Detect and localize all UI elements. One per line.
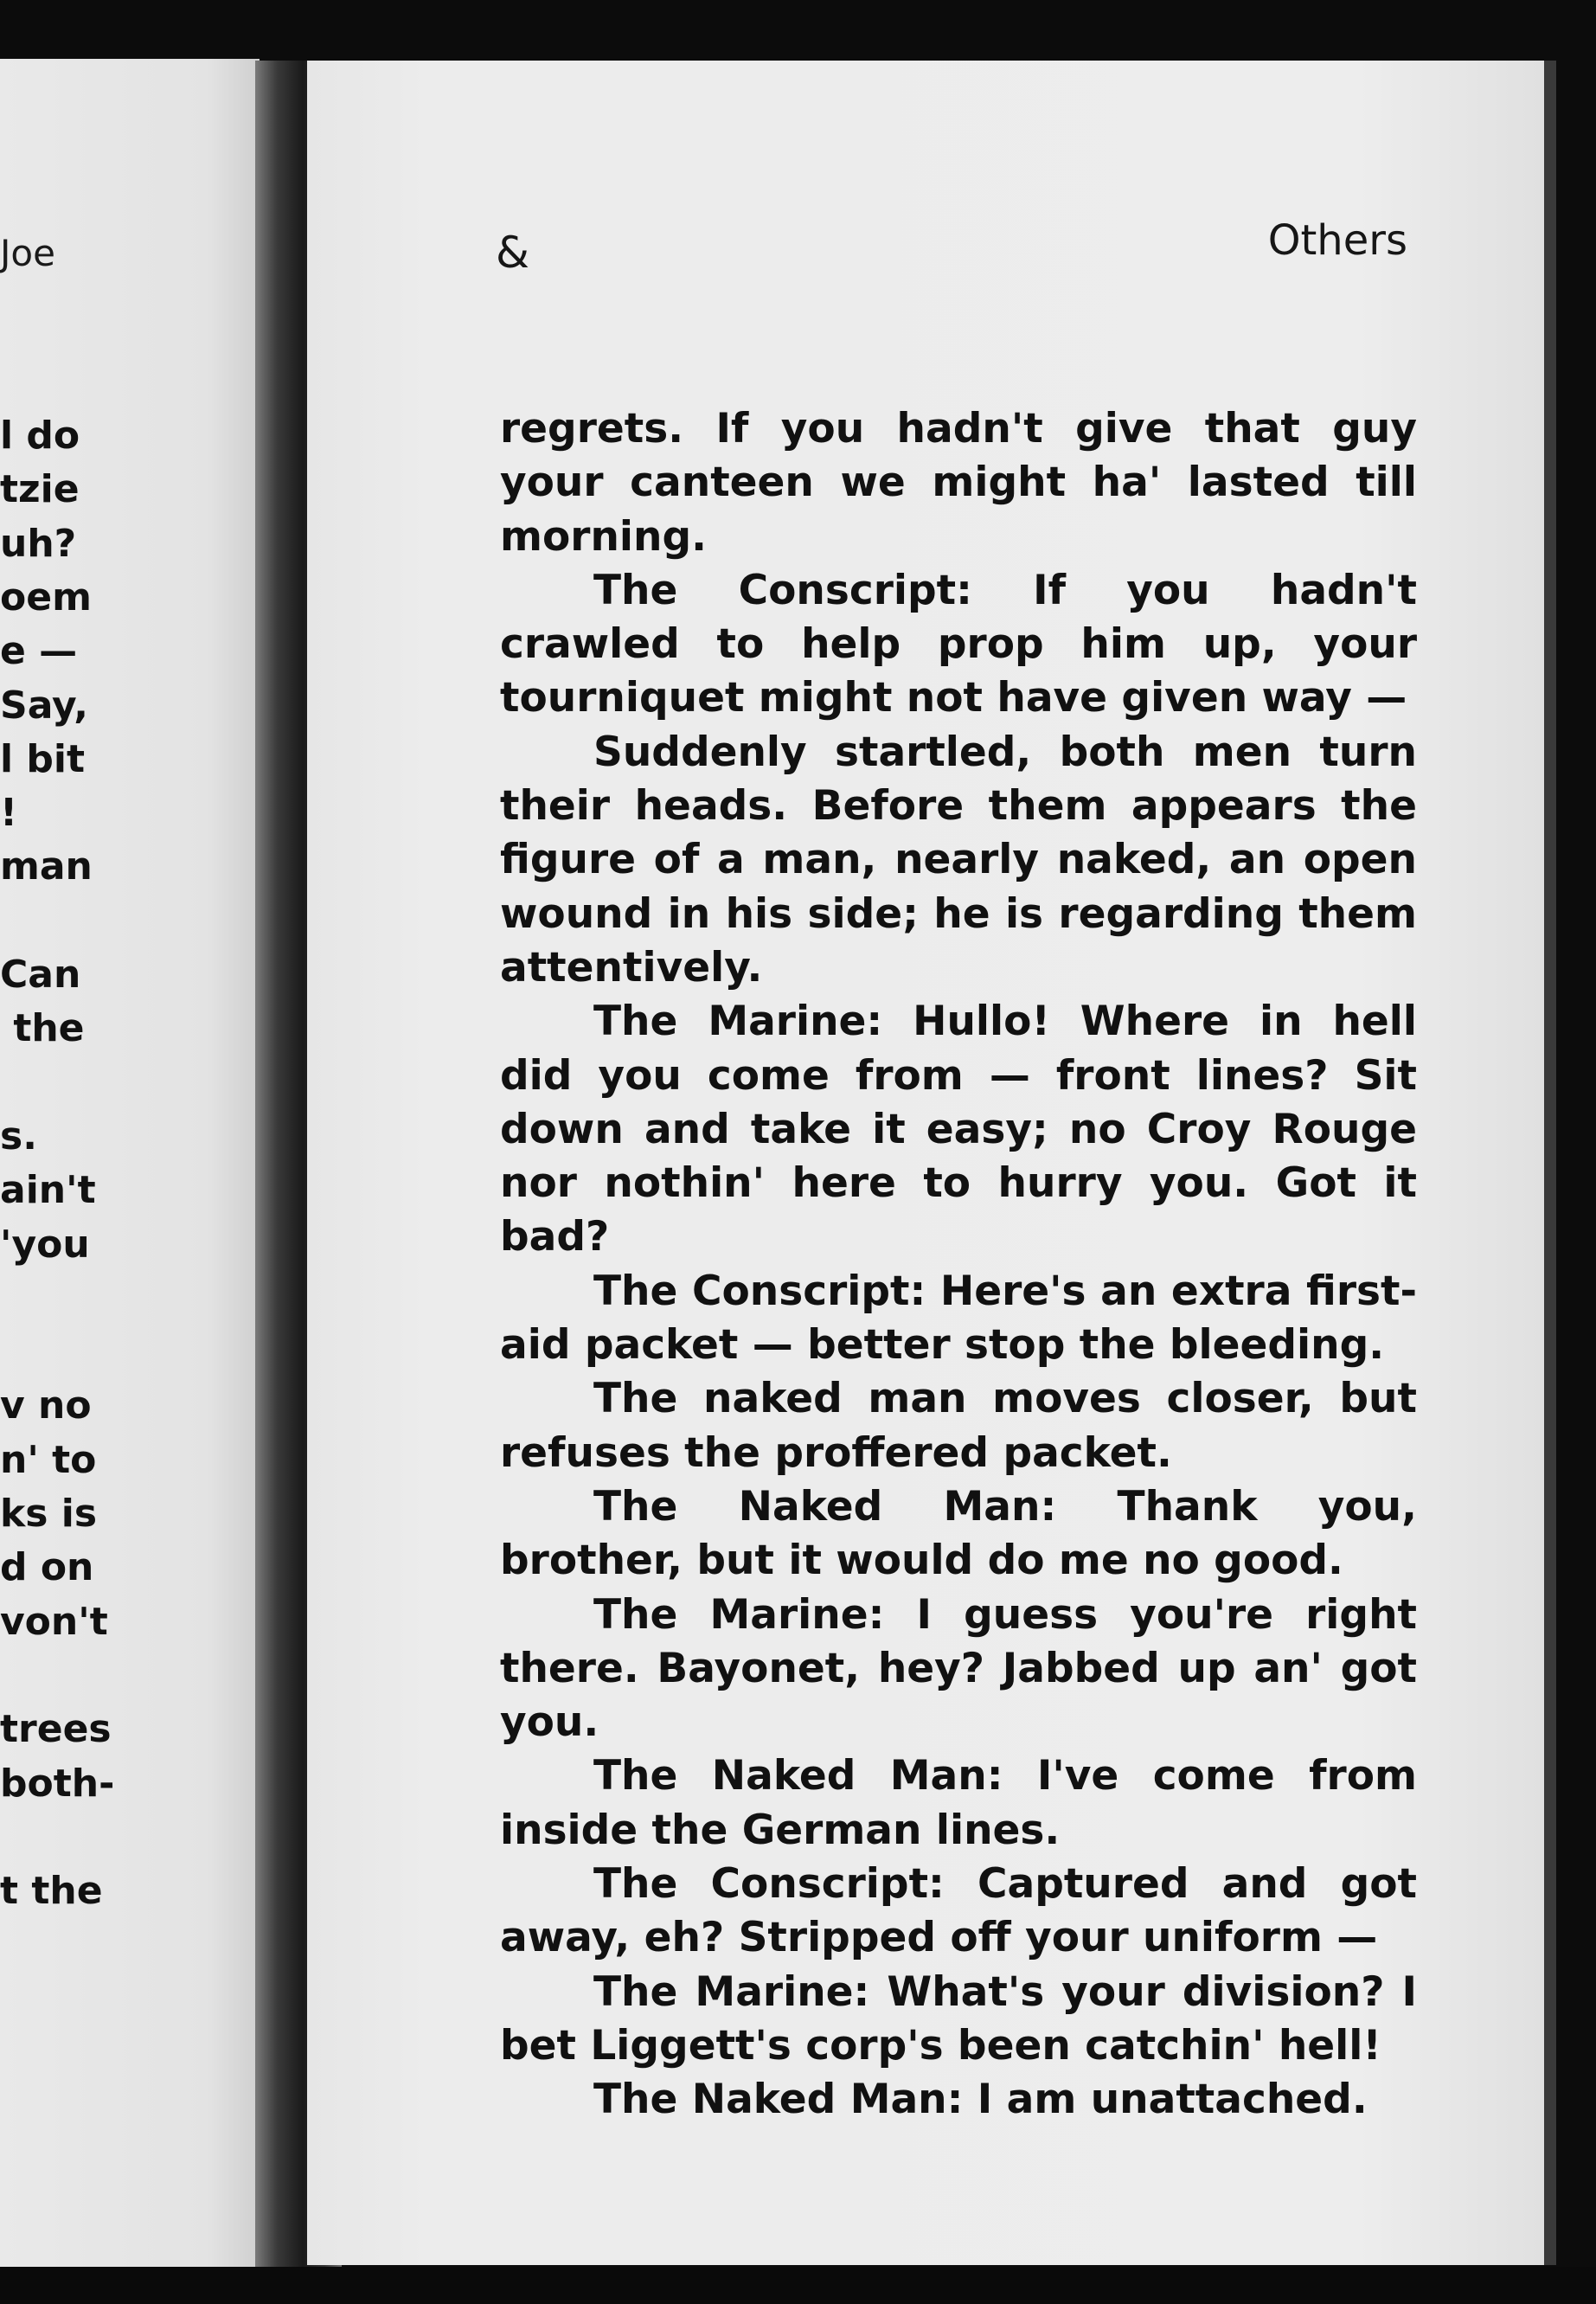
left-page-line: s. xyxy=(0,1113,37,1158)
paragraph: Suddenly startled, both men turn their heads. Before them appears the figure of a man, nearly naked, an open wound in his side; he is regarding them attentively. xyxy=(500,728,1417,992)
paragraph: The Conscript: Here's an extra first-aid packet — better stop the bleeding. xyxy=(500,1267,1417,1370)
left-page-line: l bit xyxy=(0,736,86,781)
paragraph: The Naked Man: I've come from inside the German lines. xyxy=(500,1752,1417,1854)
paragraph: The Marine: I guess you're right there. Bayonet, hey? Jabbed up an' got you. xyxy=(500,1590,1417,1747)
running-header-left: & xyxy=(496,228,529,278)
left-page-line: uh? xyxy=(0,521,77,566)
left-page-line: d on xyxy=(0,1545,94,1590)
paragraph: The Conscript: Captured and got away, eh? Stripped off your uniform — xyxy=(500,1860,1417,1962)
left-page-line: Can xyxy=(0,953,81,997)
left-page-line: 'you xyxy=(0,1222,90,1267)
paragraph: The Marine: What's your division? I bet Liggett's corp's been catchin' hell! xyxy=(500,1967,1417,2070)
left-page-line: trees xyxy=(0,1707,112,1752)
paragraph: The Naked Man: Thank you, brother, but it would do me no good. xyxy=(500,1482,1417,1585)
left-page-line: l do xyxy=(0,414,80,458)
left-page-line: both- xyxy=(0,1761,115,1806)
paragraph: The naked man moves closer, but refuses the proffered packet. xyxy=(500,1375,1417,1477)
left-page-line: t the xyxy=(0,1869,103,1914)
paragraph: The Marine: Hullo! Where in hell did you come from — front lines? Sit down and take it easy; no Croy Rouge nor nothin' here to hurry you. Got it bad? xyxy=(500,998,1417,1261)
left-page-line: v no xyxy=(0,1383,92,1428)
running-header-right: Others xyxy=(1267,216,1407,265)
left-page-line: the xyxy=(0,1006,85,1051)
left-page-line: tzie xyxy=(0,467,80,512)
left-page-line: e — xyxy=(0,629,78,674)
paragraph: regrets. If you hadn't give that guy your canteen we might ha' lasted till morning. xyxy=(500,405,1417,561)
paragraph: The Conscript: If you hadn't crawled to help prop him up, your tourniquet might not have given way — xyxy=(500,566,1417,722)
left-page-line: ain't xyxy=(0,1168,96,1213)
left-page-line: von't xyxy=(0,1599,108,1644)
left-page xyxy=(0,59,260,2274)
scan-bottom-edge xyxy=(0,2267,1596,2304)
left-page-header: Joe xyxy=(0,232,55,274)
left-page-line: n' to xyxy=(0,1437,97,1482)
left-page-line: ! xyxy=(0,791,18,836)
page-body-text xyxy=(500,402,1417,2128)
left-page-line: ks is xyxy=(0,1492,98,1536)
paragraph: The Naked Man: I am unattached. xyxy=(593,2076,1368,2124)
left-page-line: Say, xyxy=(0,683,89,728)
left-page-line: man xyxy=(0,844,93,889)
left-page-line: oem xyxy=(0,574,92,619)
